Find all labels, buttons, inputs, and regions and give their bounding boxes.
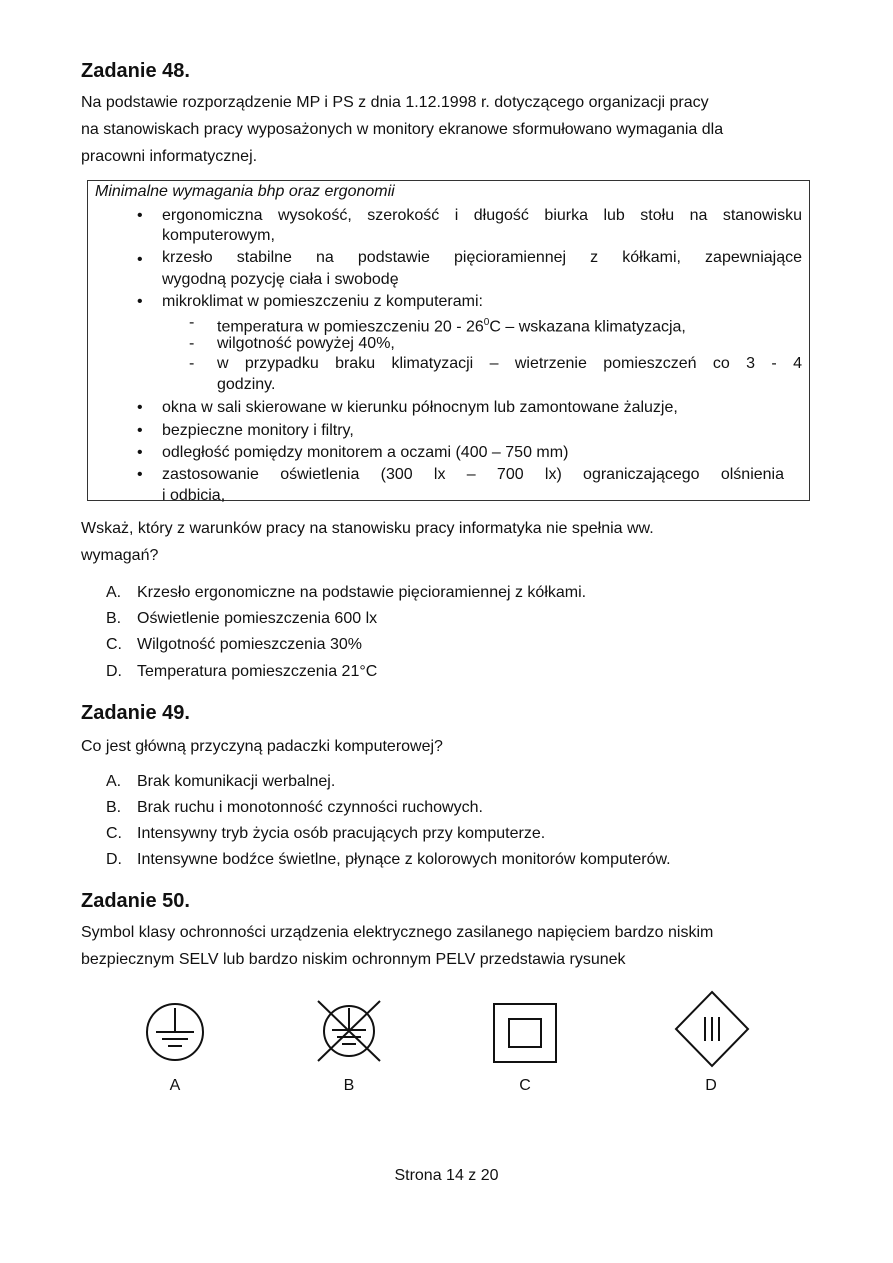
bullet-icon: • [137,444,143,461]
dash-icon: - [189,355,195,372]
req-line-14: i odbicia, [162,487,226,504]
q49-heading: Zadanie 49. [81,702,190,724]
req-line-6-degree: 0 [483,317,490,328]
q49-question: Co jest główną przyczyną padaczki komputerowej? [81,738,443,755]
q50-question [81,919,818,973]
req-line-9: godziny. [217,376,276,393]
page-number: Strona 14 z 20 [394,1167,499,1184]
dash-icon: - [189,335,195,352]
q50-question-line-1: Symbol klasy ochronności urządzenia elektrycznego zasilanego napięciem bardzo niskim [81,924,714,941]
q50-question-line-2: bezpiecznym SELV lub bardzo niskim ochronnym PELV przedstawia rysunek [81,951,626,968]
req-line-1: ergonomiczna wysokość, szerokość i długość biurka lub stołu na stanowisku [162,207,802,224]
req-line-2: komputerowym, [162,227,275,244]
q48-intro-line-1: Na podstawie rozporządzenie MP i PS z dnia 1.12.1998 r. dotyczącego organizacji pracy [81,94,709,111]
q50-heading: Zadanie 50. [81,890,190,912]
req-line-4: wygodną pozycję ciała i swobodę [162,271,399,288]
option-text: Brak komunikacji werbalnej. [137,773,336,790]
figure-b-crossed-earth-icon[interactable] [314,998,384,1064]
option-key: B. [106,799,122,816]
option-key: A. [106,773,122,790]
option-text: Temperatura pomieszczenia 21°C [137,663,378,680]
q48-question-line-2: wymagań? [81,547,159,564]
req-line-12: odległość pomiędzy monitorem a oczami (400 – 750 mm) [162,444,569,461]
option-text: Krzesło ergonomiczne na podstawie pięcioramiennej z kółkami. [137,584,587,601]
figure-d-label: D [705,1077,717,1094]
q48-intro [81,89,818,170]
req-line-6a: temperatura w pomieszczeniu 20 - 26 [217,318,484,336]
figure-c-double-insulation-icon[interactable] [492,1002,558,1064]
req-line-3: krzesło stabilne na podstawie pięcioramiennej z kółkami, zapewniające [162,249,802,266]
figure-c-label: C [519,1077,531,1094]
option-key: B. [106,610,122,627]
req-line-6b: C – wskazana klimatyzacja, [489,318,686,336]
req-line-5: mikroklimat w pomieszczeniu z komputerami: [162,293,483,310]
req-line-7: wilgotność powyżej 40%, [217,335,395,352]
req-line-8: w przypadku braku klimatyzacji – wietrzenie pomieszczeń co 3 - 4 [217,355,802,372]
figure-a-label: A [169,1077,181,1094]
figure-a-protective-earth-icon[interactable] [143,1002,207,1062]
bullet-icon: • [137,293,143,310]
option-key: C. [106,636,122,653]
requirements-box-title: Minimalne wymagania bhp oraz ergonomii [95,183,395,200]
q48-intro-line-3: pracowni informatycznej. [81,148,258,165]
figure-d-class-iii-icon[interactable] [674,990,750,1068]
option-text: Intensywny tryb życia osób pracujących przy komputerze. [137,825,546,842]
option-text: Brak ruchu i monotonność czynności ruchowych. [137,799,483,816]
option-key: D. [106,851,122,868]
option-text: Intensywne bodźce świetlne, płynące z kolorowych monitorów komputerów. [137,851,671,868]
req-line-10: okna w sali skierowane w kierunku północnym lub zamontowane żaluzje, [162,399,678,416]
bullet-icon: • [137,466,143,483]
bullet-icon: • [137,422,143,439]
q48-heading: Zadanie 48. [81,60,190,82]
bullet-icon: • [137,399,143,416]
option-text: Wilgotność pomieszczenia 30% [137,636,362,653]
q48-intro-line-2: na stanowiskach pracy wyposażonych w monitory ekranowe sformułowano wymagania dla [81,121,724,138]
req-line-11: bezpieczne monitory i filtry, [162,422,354,439]
bullet-icon: • [137,207,143,224]
option-text: Oświetlenie pomieszczenia 600 lx [137,610,378,627]
req-line-13: zastosowanie oświetlenia (300 lx – 700 lx) ograniczającego olśnienia [162,466,784,483]
q48-question-line-1: Wskaż, który z warunków pracy na stanowisku pracy informatyka nie spełnia ww. [81,520,654,537]
bullet-icon: • [137,251,143,268]
option-key: A. [106,584,122,601]
option-key: D. [106,663,122,680]
figure-b-label: B [343,1077,355,1094]
q48-question [81,515,818,569]
dash-icon: - [189,314,195,331]
option-key: C. [106,825,122,842]
